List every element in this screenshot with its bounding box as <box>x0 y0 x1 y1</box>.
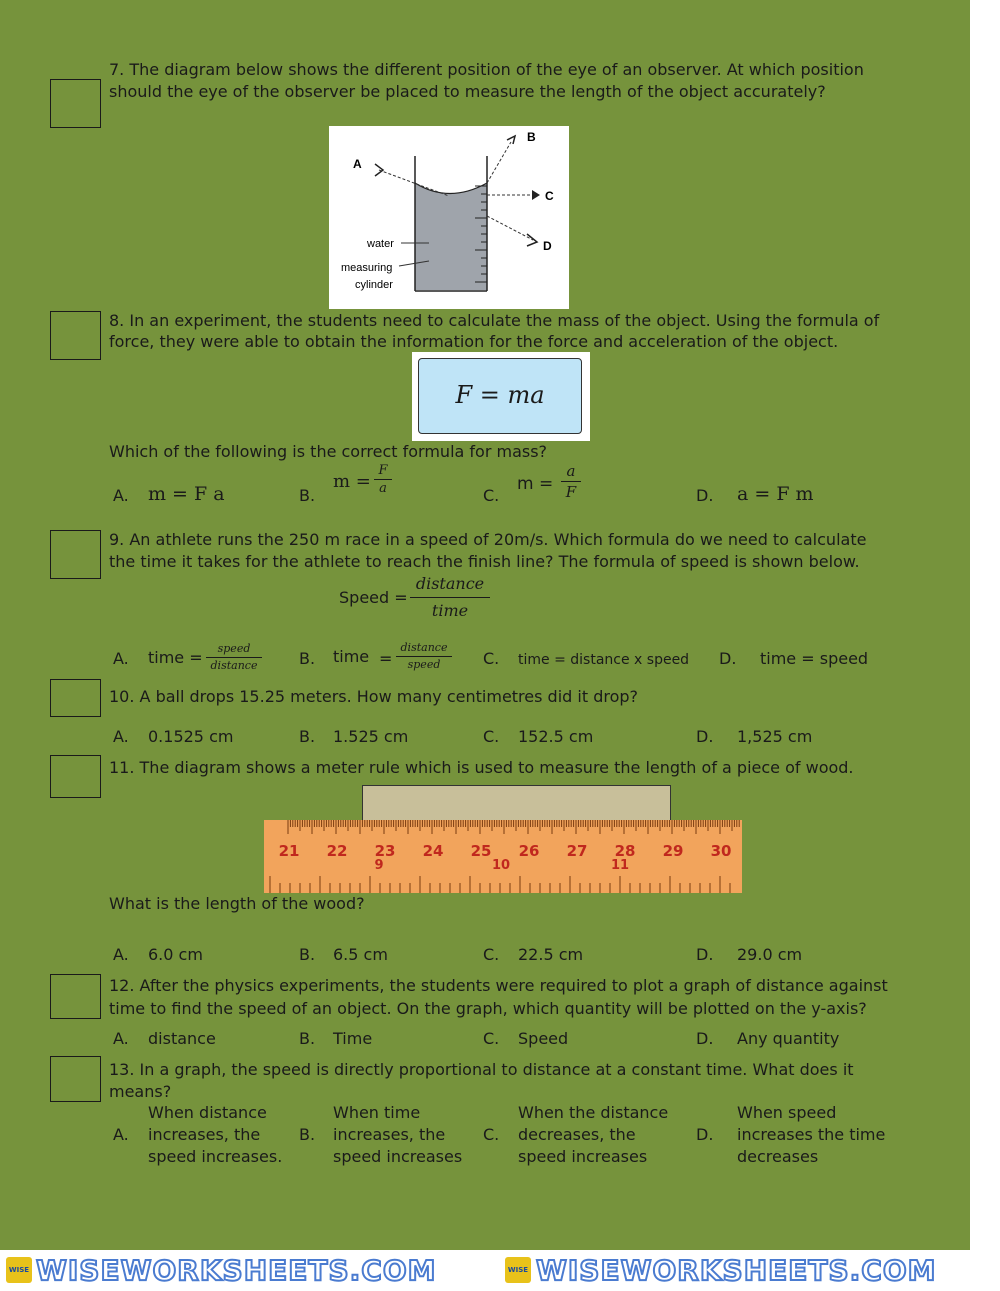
q13-text-line1: 13. In a graph, the speed is directly proportional to distance at a constant time. What does it <box>109 1060 854 1079</box>
ruler-inch-number-11: 11 <box>610 858 630 873</box>
q13-option-b-line2[interactable]: increases, the <box>333 1125 446 1144</box>
q8-option-b-num: F <box>374 462 392 480</box>
ruler-number-30: 30 <box>710 842 732 860</box>
q8-option-b-lhs[interactable]: m = <box>333 471 371 492</box>
q10-option-d-text[interactable]: 1,525 cm <box>737 727 813 746</box>
q9-option-a-lhs[interactable]: time = <box>148 648 203 667</box>
ruler-number-28: 28 <box>614 842 636 860</box>
q11-option-b-text[interactable]: 6.5 cm <box>333 945 388 964</box>
page-margin <box>970 0 1000 1250</box>
q9-option-a-letter: A. <box>113 649 129 668</box>
q10-text: 10. A ball drops 15.25 meters. How many centimetres did it drop? <box>109 687 639 706</box>
q11-option-a-text[interactable]: 6.0 cm <box>148 945 203 964</box>
diagram-label-b: B <box>527 130 536 144</box>
q9-option-b-lhs[interactable]: time <box>333 647 370 666</box>
q13-option-d-line2[interactable]: increases the time <box>737 1125 886 1144</box>
answer-box-q8[interactable] <box>50 311 101 360</box>
q11-option-c-text[interactable]: 22.5 cm <box>518 945 584 964</box>
q9-option-b-den: speed <box>407 658 441 671</box>
q13-option-c-line3[interactable]: speed increases <box>518 1147 648 1166</box>
diagram-label-d: D <box>543 239 552 253</box>
q11-option-a-letter: A. <box>113 945 129 964</box>
q13-option-c-letter: C. <box>483 1125 500 1144</box>
brand-logo-right <box>505 1257 531 1283</box>
q8-option-c-letter: C. <box>483 486 500 505</box>
q8-option-c-lhs[interactable]: m = <box>517 474 554 494</box>
q13-option-a-letter: A. <box>113 1125 129 1144</box>
q12-option-d-text[interactable]: Any quantity <box>737 1029 840 1048</box>
q11-question: What is the length of the wood? <box>109 894 365 913</box>
q12-option-b-letter: B. <box>299 1029 316 1048</box>
speed-formula-fraction <box>410 571 490 624</box>
q10-option-a-text[interactable]: 0.1525 cm <box>148 727 234 746</box>
sightline-d <box>487 216 533 240</box>
q8-option-b-fraction <box>374 462 392 497</box>
ruler-inch-number-9: 9 <box>374 858 384 873</box>
q10-option-d-letter: D. <box>696 727 714 746</box>
speed-formula-den: time <box>431 601 469 620</box>
q12-option-b-text[interactable]: Time <box>333 1029 373 1048</box>
q13-option-a-line3[interactable]: speed increases. <box>148 1147 283 1166</box>
ruler-number-26: 26 <box>518 842 540 860</box>
q7-text-line2: should the eye of the observer be placed to measure the length of the object accurately? <box>109 82 826 101</box>
q9-option-b-num: distance <box>396 640 452 657</box>
brand-logo-left-text: WISE <box>8 1266 30 1274</box>
answer-box-q10[interactable] <box>50 679 101 717</box>
q13-option-d-line1[interactable]: When speed <box>737 1103 837 1122</box>
ruler-number-23: 23 <box>374 842 396 860</box>
q12-option-c-text[interactable]: Speed <box>518 1029 569 1048</box>
eye-c-icon <box>532 190 540 200</box>
q11-option-d-text[interactable]: 29.0 cm <box>737 945 803 964</box>
speed-formula-num: distance <box>410 571 490 598</box>
ruler-number-29: 29 <box>662 842 684 860</box>
formula-box <box>418 358 582 434</box>
q13-option-b-letter: B. <box>299 1125 316 1144</box>
q13-option-b-line1[interactable]: When time <box>333 1103 421 1122</box>
ruler-number-24: 24 <box>422 842 444 860</box>
q8-option-c-num: a <box>561 461 581 482</box>
q9-option-a-den: distance <box>210 659 258 672</box>
ruler-number-21: 21 <box>278 842 300 860</box>
diagram-label-measuring: measuring <box>341 262 393 274</box>
brand-text-right[interactable]: WISEWORKSHEETS.COM <box>536 1254 937 1287</box>
q8-option-b-den: a <box>379 481 387 496</box>
q9-option-d-text[interactable]: time = speed <box>760 649 869 668</box>
q9-option-a-fraction <box>206 641 262 674</box>
answer-box-q11[interactable] <box>50 755 101 798</box>
q8-question: Which of the following is the correct formula for mass? <box>109 442 548 461</box>
ruler-number-22: 22 <box>326 842 348 860</box>
brand-text-left[interactable]: WISEWORKSHEETS.COM <box>36 1254 437 1287</box>
q7-text-line1: 7. The diagram below shows the different position of the eye of an observer. At which position <box>109 60 864 79</box>
diagram-label-a: A <box>353 157 362 171</box>
q8-text-line2: force, they were able to obtain the information for the force and acceleration of the object. <box>109 332 839 351</box>
q12-option-a-letter: A. <box>113 1029 129 1048</box>
q9-text-line1: 9. An athlete runs the 250 m race in a speed of 20m/s. Which formula do we need to calculate <box>109 530 867 549</box>
q8-option-a-letter: A. <box>113 486 129 505</box>
sightline-b <box>487 142 511 183</box>
diagram-label-water: water <box>367 238 394 250</box>
q9-option-c-text[interactable]: time = distance x speed <box>518 652 690 668</box>
answer-box-q12[interactable] <box>50 974 101 1019</box>
speed-formula-lhs: Speed = <box>339 588 408 607</box>
q9-option-a-num: speed <box>206 641 262 658</box>
q13-option-c-line2[interactable]: decreases, the <box>518 1125 636 1144</box>
q8-text-line1: 8. In an experiment, the students need to calculate the mass of the object. Using the formula of <box>109 311 880 330</box>
brand-logo-left <box>6 1257 32 1283</box>
q10-option-b-letter: B. <box>299 727 316 746</box>
q8-option-d-text[interactable]: a = F m <box>737 483 814 505</box>
answer-box-q9[interactable] <box>50 530 101 579</box>
q8-option-b-letter: B. <box>299 486 316 505</box>
ruler-number-25: 25 <box>470 842 492 860</box>
q13-option-d-line3[interactable]: decreases <box>737 1147 819 1166</box>
q9-option-d-letter: D. <box>719 649 737 668</box>
q12-option-c-letter: C. <box>483 1029 500 1048</box>
q8-option-d-letter: D. <box>696 486 714 505</box>
q10-option-c-letter: C. <box>483 727 500 746</box>
ruler-inch-number-10: 10 <box>491 858 511 873</box>
q9-text-line2: the time it takes for the athlete to reach the finish line? The formula of speed is shown below. <box>109 552 860 571</box>
q9-option-c-letter: C. <box>483 649 500 668</box>
q13-option-a-line1[interactable]: When distance <box>148 1103 267 1122</box>
formula-frame <box>412 352 590 441</box>
answer-box-q7[interactable] <box>50 79 101 128</box>
q11-option-b-letter: B. <box>299 945 316 964</box>
q9-option-b-letter: B. <box>299 649 316 668</box>
cylinder-diagram-svg <box>329 126 569 309</box>
q10-option-b-text[interactable]: 1.525 cm <box>333 727 409 746</box>
q13-option-d-letter: D. <box>696 1125 714 1144</box>
q11-option-c-letter: C. <box>483 945 500 964</box>
q12-option-d-letter: D. <box>696 1029 714 1048</box>
meter-rule <box>264 820 742 893</box>
cylinder-diagram <box>329 126 569 309</box>
q10-option-a-letter: A. <box>113 727 129 746</box>
water-fill <box>415 183 487 290</box>
q9-option-b-fraction <box>396 640 452 673</box>
q12-text-line2: time to find the speed of an object. On the graph, which quantity will be plotted on the y-axis? <box>109 999 867 1018</box>
q13-text-line2: means? <box>109 1082 172 1101</box>
footer-banner <box>0 1250 1000 1291</box>
q9-option-b-eq: = <box>379 649 393 668</box>
q13-option-a-line2[interactable]: increases, the <box>148 1125 261 1144</box>
q8-option-c-fraction <box>561 461 581 502</box>
formula-f-ma: F = ma <box>455 381 545 409</box>
q12-text-line1: 12. After the physics experiments, the students were required to plot a graph of distance against <box>109 976 888 995</box>
brand-logo-right-text: WISE <box>507 1266 529 1274</box>
ruler-number-27: 27 <box>566 842 588 860</box>
q13-option-c-line1[interactable]: When the distance <box>518 1103 669 1122</box>
q8-option-a-text[interactable]: m = F a <box>148 483 225 505</box>
wood-piece <box>362 785 671 822</box>
q13-option-b-line3[interactable]: speed increases <box>333 1147 463 1166</box>
q11-text: 11. The diagram shows a meter rule which is used to measure the length of a piece of wood. <box>109 758 854 777</box>
q10-option-c-text[interactable]: 152.5 cm <box>518 727 594 746</box>
q8-option-c-den: F <box>565 483 577 501</box>
answer-box-q13[interactable] <box>50 1056 101 1102</box>
diagram-label-cylinder: cylinder <box>355 279 393 291</box>
q11-option-d-letter: D. <box>696 945 714 964</box>
q12-option-a-text[interactable]: distance <box>148 1029 216 1048</box>
diagram-label-c: C <box>545 189 554 203</box>
